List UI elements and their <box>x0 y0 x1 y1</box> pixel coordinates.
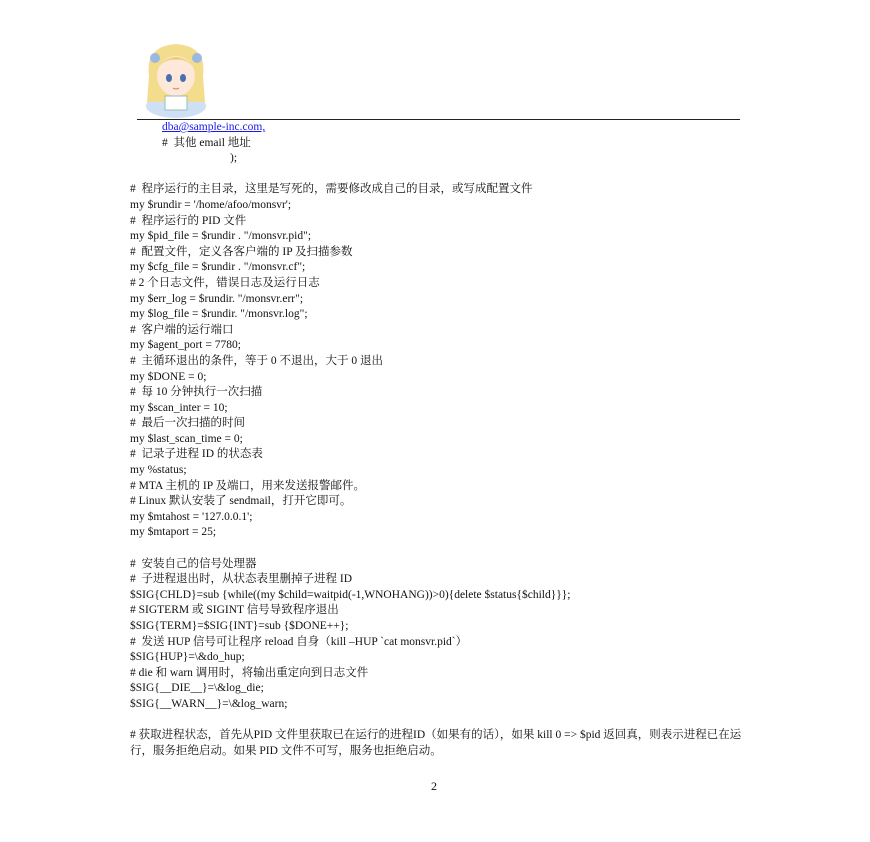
code-line: # 客户端的运行端口 <box>130 323 234 336</box>
code-block-config <box>130 182 750 541</box>
code-line: # die 和 warn 调用时，将输出重定向到日志文件 <box>130 666 369 679</box>
code-line: # 最后一次扫描的时间 <box>130 417 245 430</box>
code-line: $SIG{TERM}=$SIG{INT}=sub {$DONE++}; <box>130 620 349 632</box>
email-link[interactable]: dba@sample-inc.com, <box>162 121 266 133</box>
code-line: # 安装自己的信号处理器 <box>130 557 257 570</box>
code-line: my $last_scan_time = 0; <box>130 432 243 445</box>
code-line: my $pid_file = $rundir . "/monsvr.pid"; <box>130 230 312 243</box>
code-line: $SIG{__DIE__}=\&log_die; <box>130 682 264 695</box>
code-line: my $rundir = '/home/afoo/monsvr'; <box>130 198 292 211</box>
document-body <box>130 120 750 759</box>
code-line: # 子进程退出时，从状态表里删掉子进程 ID <box>130 573 353 586</box>
code-line: # Linux 默认安装了 sendmail，打开它即可。 <box>130 495 352 508</box>
code-line: # 程序运行的 PID 文件 <box>130 214 247 227</box>
code-line: # 程序运行的主目录，这里是写死的，需要修改成自己的目录，或写成配置文件 <box>130 183 533 196</box>
code-line: # 发送 HUP 信号可让程序 reload 自身（kill –HUP `cat monsvr.pid`） <box>130 635 468 648</box>
code-line: my $log_file = $rundir. "/monsvr.log"; <box>130 308 308 321</box>
code-line: my $err_log = $rundir. "/monsvr.err"; <box>130 292 304 305</box>
code-line: # 记录子进程 ID 的状态表 <box>130 448 263 461</box>
code-line: $SIG{HUP}=\&do_hup; <box>130 651 245 664</box>
code-line: ); <box>230 152 238 165</box>
page-number: 2 <box>431 779 437 793</box>
code-line: # 其他 email 地址 <box>162 136 251 149</box>
code-line: my %status; <box>130 464 187 477</box>
email-line <box>130 120 750 136</box>
code-line: $SIG{__WARN__}=\&log_warn; <box>130 697 288 710</box>
code-line: # 2 个日志文件，错误日志及运行日志 <box>130 276 320 289</box>
code-line: # MTA 主机的 IP 及端口，用来发送报警邮件。 <box>130 479 366 492</box>
code-line: $SIG{CHLD}=sub {while((my $child=waitpid(-1,WNOHANG))>0){delete $status{$child}}}; <box>130 588 571 601</box>
code-line: my $cfg_file = $rundir . "/monsvr.cf"; <box>130 261 306 274</box>
code-line: # 每 10 分钟执行一次扫描 <box>130 386 263 399</box>
code-line: my $mtahost = '127.0.0.1'; <box>130 510 253 523</box>
header-logo-image <box>135 36 217 118</box>
code-line: # 主循环退出的条件，等于 0 不退出，大于 0 退出 <box>130 354 383 367</box>
code-line: my $mtaport = 25; <box>130 526 217 539</box>
code-line: my $agent_port = 7780; <box>130 339 241 352</box>
code-line: # SIGTERM 或 SIGINT 信号导致程序退出 <box>130 604 339 617</box>
code-line: my $DONE = 0; <box>130 370 207 383</box>
code-line: # 配置文件，定义各客户端的 IP 及扫描参数 <box>130 245 353 258</box>
code-line: my $scan_inter = 10; <box>130 401 228 414</box>
paragraph-process-status: # 获取进程状态，首先从PID 文件里获取已在运行的进程ID（如果有的话），如果 kill 0 => $pid 返回真，则表示进程已在运行，服务拒绝启动。如果 PID 文件不可写，服务也拒绝启动。 <box>130 729 742 757</box>
code-block-signals <box>130 557 750 713</box>
